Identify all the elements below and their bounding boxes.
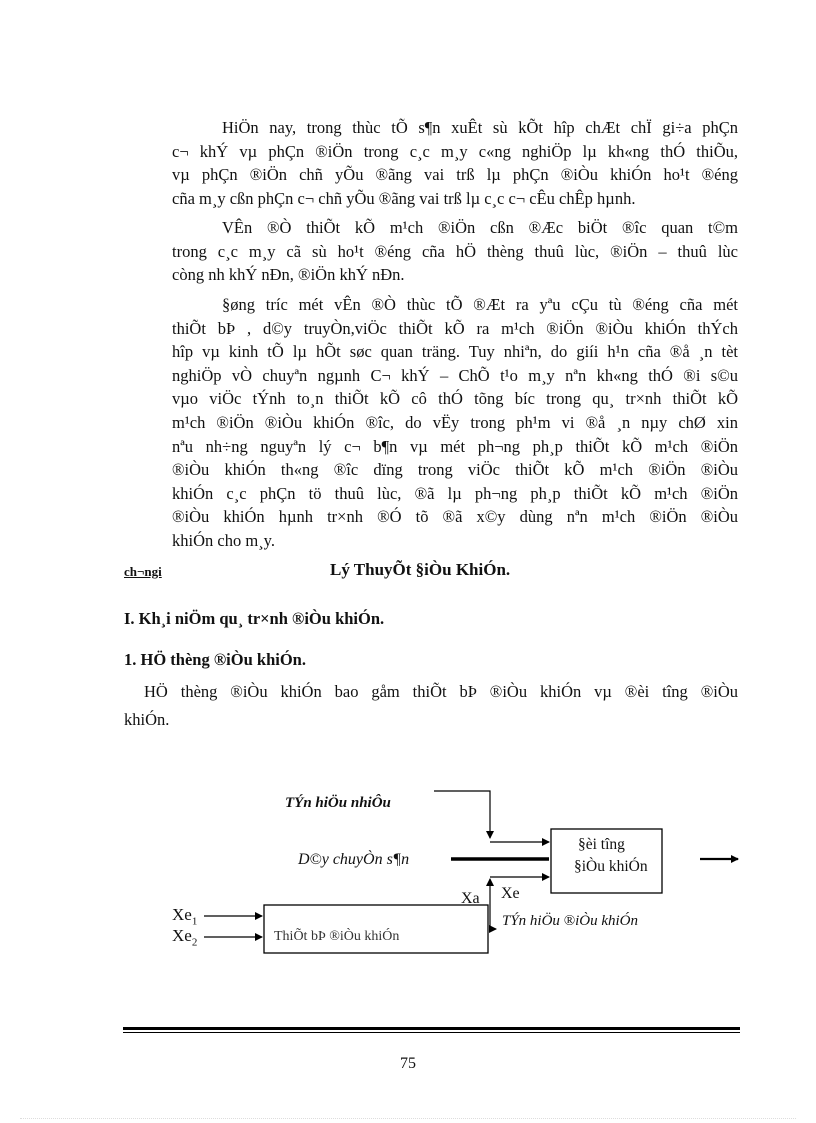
xa-label: Xa bbox=[461, 890, 480, 907]
paragraph-system bbox=[124, 678, 738, 734]
chapter-label: ch¬ngi bbox=[124, 564, 162, 579]
paragraph-problem bbox=[172, 293, 738, 553]
text-line: trong c¸c m¸y cã sù ho¹t ®éng cña hÖ thèng thuû lùc, ®iÖn – thuû lùc bbox=[172, 241, 738, 261]
controlled-object-label-2: §iÒu khiÓn bbox=[574, 858, 648, 875]
xe1-subscript: 1 bbox=[191, 915, 198, 928]
xe1-input-label bbox=[172, 905, 197, 927]
xe2-input-label bbox=[172, 926, 197, 948]
section-heading: I. Kh¸i niÖm qu¸ tr×nh ®iÒu khiÓn. bbox=[124, 609, 385, 628]
subsection-heading: 1. HÖ thèng ®iÒu khiÓn. bbox=[124, 650, 306, 669]
text-line: vµo viÖc tÝnh to¸n thiÕt kÕ cô thÓ tõng bíc trong qu¸ tr×nh thiÕt kÕ bbox=[172, 389, 738, 409]
text-line: §øng tríc mét vÊn ®Ò thùc tÕ ®Æt ra yªu cÇu tù ®éng cña mét bbox=[222, 295, 738, 314]
footer-rule-thick bbox=[123, 1027, 740, 1030]
xe2-base: Xe bbox=[172, 926, 192, 945]
xe-label: Xe bbox=[501, 885, 520, 902]
text-line: VÊn ®Ò thiÕt kÕ m¹ch ®iÖn cßn ®Æc biÖt ®îc quan t©m bbox=[222, 218, 738, 237]
text-line: hîp vµ kinh tÕ lµ hÕt søc quan träng. Tuy nhiªn, do giíi h¹n cña ®å ¸n tèt bbox=[172, 342, 738, 362]
controlled-object-label-1: §èi tîng bbox=[578, 836, 625, 853]
text-line: vµ phÇn ®iÖn chñ yÕu ®ãng vai trß lµ phÇn ®iÒu khiÓn ho¹t ®éng bbox=[172, 165, 738, 185]
text-line: ®iÒu khiÓn hµnh tr×nh ®Ó tõ ®ã x©y dùng nªn m¹ch ®iÖn ®iÒu bbox=[172, 507, 738, 527]
text-line: khiÓn cho m¸y. bbox=[172, 530, 275, 550]
footer-rule-thin bbox=[123, 1032, 740, 1033]
page-bottom-border bbox=[20, 1118, 796, 1119]
text-line: khiÓn. bbox=[124, 710, 170, 729]
controller-label: ThiÕt bÞ ®iÒu khiÓn bbox=[274, 929, 400, 944]
text-line: nghiÖp vÒ chuyªn ngµnh C¬ khÝ – ChÕ t¹o m¸y nªn kh«ng thÓ ®i s©u bbox=[172, 365, 738, 385]
paragraph-design bbox=[172, 216, 738, 287]
text-line: m¹ch ®iÖn ®iÒu khiÓn ®îc, do vËy trong ph¹m vi ®å ¸n nµy chØ xin bbox=[172, 412, 738, 432]
xe1-base: Xe bbox=[172, 905, 192, 924]
noise-signal-line bbox=[434, 791, 490, 838]
control-signal-label: TÝn hiÖu ®iÒu khiÓn bbox=[502, 913, 638, 929]
paragraph-intro bbox=[172, 116, 738, 210]
text-line: khiÓn c¸c phÇn tö thuû lùc, ®ã lµ ph¬ng ph¸p thiÕt kÕ m¹ch ®iÖn bbox=[172, 483, 738, 503]
text-line: HÖ thèng ®iÒu khiÓn bao gåm thiÕt bÞ ®iÒu khiÓn vµ ®èi tîng ®iÒu bbox=[144, 682, 738, 701]
text-line: còng nh khÝ nÐn, ®iÖn khÝ nÐn. bbox=[172, 265, 405, 285]
text-line: cña m¸y cßn phÇn c¬ chñ yÕu ®ãng vai trß lµ c¸c c¬ cÊu chÊp hµnh. bbox=[172, 188, 636, 208]
text-line: nªu nh÷ng nguyªn lý c¬ b¶n vµ mét ph¬ng ph¸p thiÕt kÕ m¹ch ®iÖn bbox=[172, 436, 738, 456]
text-line: thiÕt bÞ , d©y truyÒn,viÖc thiÕt kÕ ra m¹ch ®iÖn ®iÒu khiÓn thÝch bbox=[172, 318, 738, 338]
page-number: 75 bbox=[400, 1055, 416, 1072]
text-line: c¬ khÝ vµ phÇn ®iÖn trong c¸c m¸y c«ng nghiÖp lµ kh«ng thÓ thiÕu, bbox=[172, 141, 738, 161]
text-line: ®iÒu khiÓn th«ng ®îc dïng trong viÖc thiÕt kÕ m¹ch ®iÖn ®iÒu bbox=[172, 460, 738, 480]
text-line: HiÖn nay, trong thùc tÕ s¶n xuÊt sù kÕt hîp chÆt chÏ gi÷a phÇn bbox=[222, 118, 738, 137]
chapter-title: Lý ThuyÕt §iÒu KhiÓn. bbox=[330, 560, 511, 579]
production-line-label: D©y chuyÒn s¶n bbox=[298, 851, 410, 868]
xe2-subscript: 2 bbox=[191, 936, 198, 949]
noise-signal-label: TÝn hiÖu nhiÔu bbox=[285, 795, 391, 811]
